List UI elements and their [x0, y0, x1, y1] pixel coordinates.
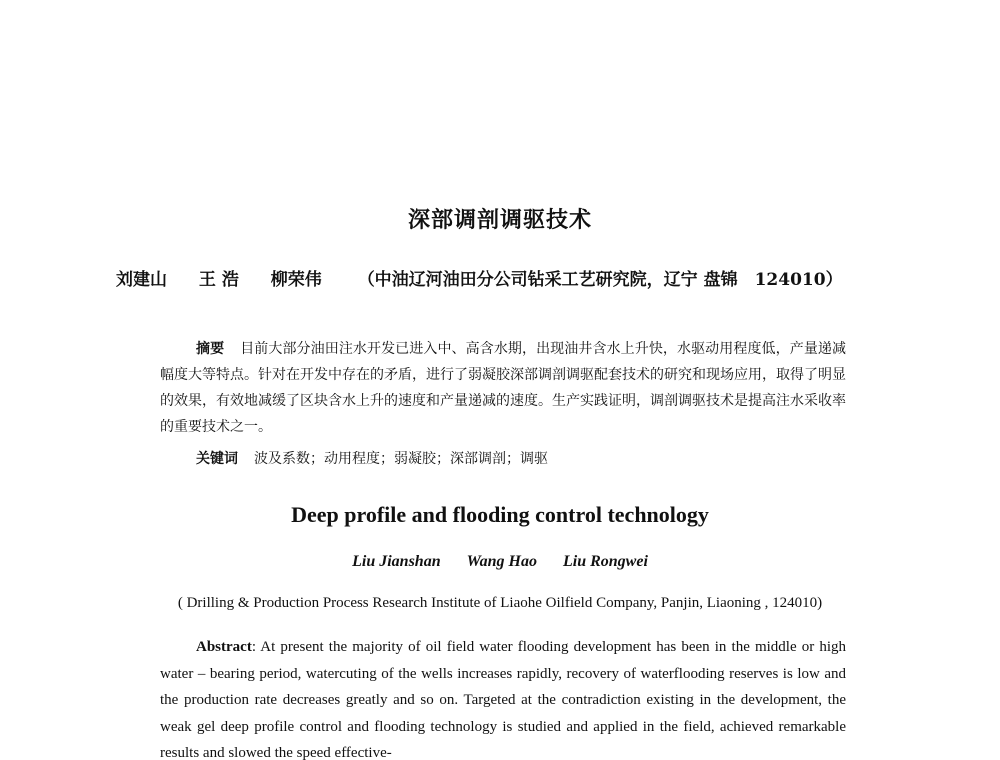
english-affiliation: ( Drilling & Production Process Research Institute of Liaohe Oilfield Company, Panjin, Liaoning , 124010): [177, 595, 823, 611]
english-title: Deep profile and flooding control technology: [291, 502, 709, 527]
english-abstract-text: : At present the majority of oil field water flooding development has been in the middle or high water – bearing period, watercuting of the wells increases rapidly, recovery of waterflooding reserves is low and the production rate decreases greatly and so on. Targeted at the contradiction existing in the development, the weak gel deep profile control and flooding technology is studied and applied in the field, achieved remarkable results and slowed the speed effective-: [160, 639, 846, 760]
chinese-author: 柳荣伟: [270, 270, 322, 290]
chinese-author: 刘建山: [116, 270, 167, 290]
chinese-author: 王 浩: [198, 270, 239, 290]
english-author-line: [0, 553, 1000, 571]
chinese-abstract-label: 摘要: [196, 341, 225, 357]
chinese-keywords-text: 波及系数；动用程度；弱凝胶；深部调剖；调驱: [254, 451, 548, 467]
english-author: Wang Hao: [466, 553, 537, 570]
chinese-abstract: [160, 336, 846, 440]
chinese-affiliation: （中油辽河油田分公司钻采工艺研究院，辽宁 盘锦 124010）: [357, 270, 843, 290]
english-author: Liu Jianshan: [352, 553, 441, 570]
chinese-keywords-label: 关键词: [196, 451, 238, 467]
chinese-title: 深部调剖调驱技术: [407, 208, 592, 233]
english-abstract-label: Abstract: [196, 639, 252, 655]
chinese-author-line: [116, 265, 916, 290]
chinese-abstract-text: 目前大部分油田注水开发已进入中、高含水期，出现油井含水上升快，水驱动用程度低，产量递减幅度大等特点。针对在开发中存在的矛盾，进行了弱凝胶深部调剖调驱配套技术的研究和现场应用，取得了明显的效果，有效地减缓了区块含水上升的速度和产量递减的速度。生产实践证明，调剖调驱技术是提高注水采收率的重要技术之一。: [160, 341, 847, 435]
english-abstract: [160, 634, 846, 760]
chinese-keywords: [196, 446, 846, 472]
english-author: Liu Rongwei: [562, 553, 648, 570]
